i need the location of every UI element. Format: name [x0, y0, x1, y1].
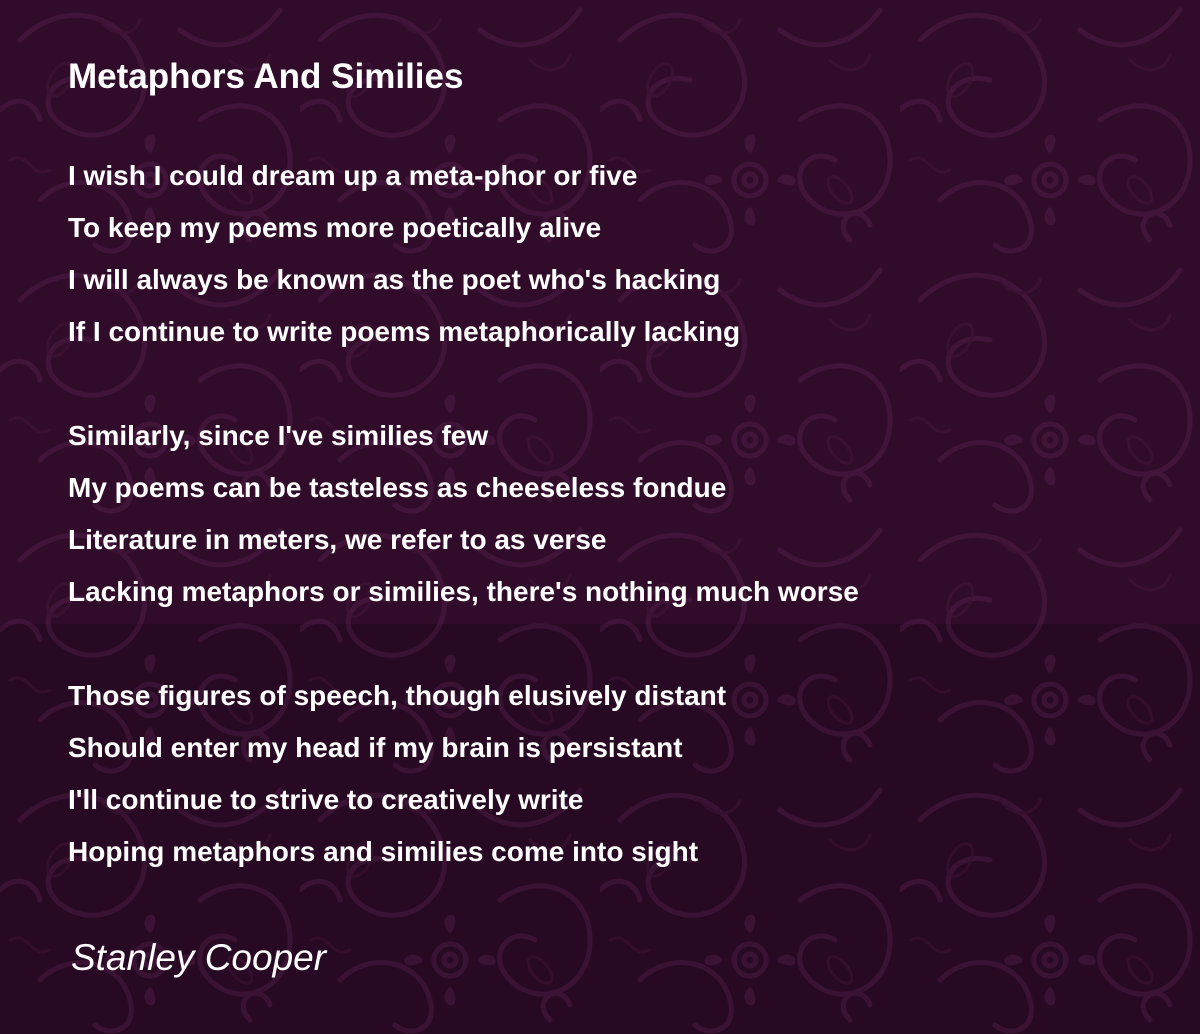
poem-line: If I continue to write poems metaphorically lacking	[68, 316, 741, 347]
stanza-2	[68, 410, 859, 618]
stanza-1	[68, 150, 740, 358]
poem-line: My poems can be tasteless as cheeseless fondue	[68, 472, 727, 503]
poem-line: Those figures of speech, though elusively distant	[68, 680, 727, 711]
stanza-3	[68, 670, 726, 878]
poem-line: Similarly, since I've similies few	[68, 420, 489, 451]
poem-title: Metaphors And Similies	[68, 57, 464, 96]
poem-line: To keep my poems more poetically alive	[68, 212, 602, 243]
poem-line: I'll continue to strive to creatively write	[68, 784, 584, 815]
poem-line: Hoping metaphors and similies come into sight	[68, 836, 699, 867]
poem-line: Should enter my head if my brain is persistant	[68, 732, 683, 763]
poem-line: I will always be known as the poet who's hacking	[68, 264, 721, 295]
poem-line: Lacking metaphors or similies, there's nothing much worse	[68, 576, 859, 607]
poem-line: Literature in meters, we refer to as verse	[68, 524, 607, 555]
poem-author: Stanley Cooper	[71, 937, 327, 978]
poem-line: I wish I could dream up a meta-phor or five	[68, 160, 638, 191]
